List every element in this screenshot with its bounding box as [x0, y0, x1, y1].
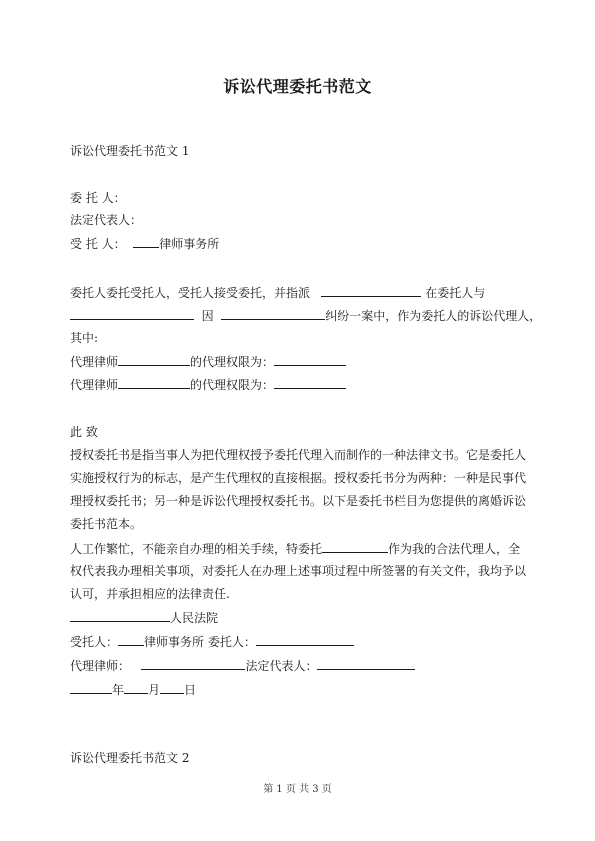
court-suffix: 人民法院 [170, 611, 219, 625]
lawyer1-line [70, 353, 346, 370]
legal-rep-label: 法定代表人： [70, 213, 143, 227]
blank-field [118, 353, 190, 366]
para2-line2: 实施授权行为的标志，是产生代理权的直接根据。授权委托书分为两种：一种是民事代 [70, 471, 527, 485]
para3-text-b: 作为我的合法代理人，全 [388, 542, 521, 556]
para2-line3: 理授权委托书；另一种是诉讼代理授权委托书。以下是委托书栏目为您提供的离婚诉讼 [70, 494, 527, 508]
blank-field [70, 307, 194, 320]
lawyer2-scope-label: 的代理权限为： [190, 378, 275, 392]
blank-field [70, 609, 170, 622]
lawyer2-line [70, 376, 346, 393]
blank-field [322, 540, 388, 553]
blank-field [274, 376, 346, 389]
sign-lawyer-label: 代理律师： [70, 659, 131, 673]
para1-text-b: 在委托人与 [425, 286, 486, 300]
para1-text-d: 纠纷一案中，作为委托人的诉讼代理人， [325, 309, 542, 323]
signature-line-2 [70, 657, 415, 674]
lawyer1-label: 代理律师 [70, 355, 119, 369]
section-heading-1: 诉讼代理委托书范文 1 [70, 144, 190, 158]
document-title: 诉讼代理委托书范文 [223, 77, 372, 96]
date-year: 年 [112, 683, 125, 697]
blank-field [70, 681, 112, 694]
agent-firm-suffix: 律师事务所 [159, 237, 220, 251]
closing-line: 此 致 [70, 425, 98, 439]
agent-label: 受 托 人： [70, 237, 126, 251]
para2-line1: 授权委托书是指当事人为把代理权授予委托代理入而制作的一种法律文书。它是委托人 [70, 448, 527, 462]
lawyer2-label: 代理律师 [70, 378, 119, 392]
para2-line4: 委托书范本。 [70, 517, 143, 531]
para3-line3: 认可，并承担相应的法律责任. [70, 587, 230, 601]
date-month: 月 [148, 683, 161, 697]
signature-line-1 [70, 633, 354, 650]
blank-field [118, 376, 190, 389]
blank-field [317, 657, 415, 670]
para1-text-c: 因 [201, 309, 214, 323]
client-label: 委 托 人： [70, 191, 126, 205]
para1-text-a: 委托人委托受托人，受托人接受委托，并指派 [70, 286, 311, 300]
sign-client-label: 律师事务所 委托人： [144, 635, 256, 649]
para1-line1 [70, 284, 485, 301]
para1-line3: 其中: [70, 331, 99, 345]
date-day: 日 [184, 683, 197, 697]
blank-field [160, 681, 184, 694]
para3-line1 [70, 540, 520, 557]
para1-line2 [70, 307, 541, 324]
sign-legal-rep-label: 法定代表人： [245, 659, 318, 673]
blank-field [321, 284, 421, 297]
para3-line2: 权代表我办理相关事项，对委托人在办理上述事项过程中所签署的有关文件，我均予以 [70, 564, 527, 578]
date-line [70, 681, 196, 698]
blank-field [256, 633, 354, 646]
blank-field [274, 353, 346, 366]
sign-agent-label: 受托人： [70, 635, 119, 649]
blank-field [133, 235, 159, 248]
court-line [70, 609, 218, 626]
blank-field [124, 681, 148, 694]
agent-line [70, 235, 219, 252]
page-number: 第 1 页 共 3 页 [263, 784, 332, 795]
para3-text-a: 人工作繁忙，不能亲自办理的相关手续，特委托 [70, 542, 323, 556]
legal-rep-line [70, 212, 142, 228]
blank-field [141, 657, 245, 670]
blank-field [118, 633, 144, 646]
lawyer1-scope-label: 的代理权限为： [190, 355, 275, 369]
blank-field [221, 307, 325, 320]
client-line [70, 190, 126, 206]
section-heading-2: 诉讼代理委托书范文 2 [70, 751, 190, 765]
